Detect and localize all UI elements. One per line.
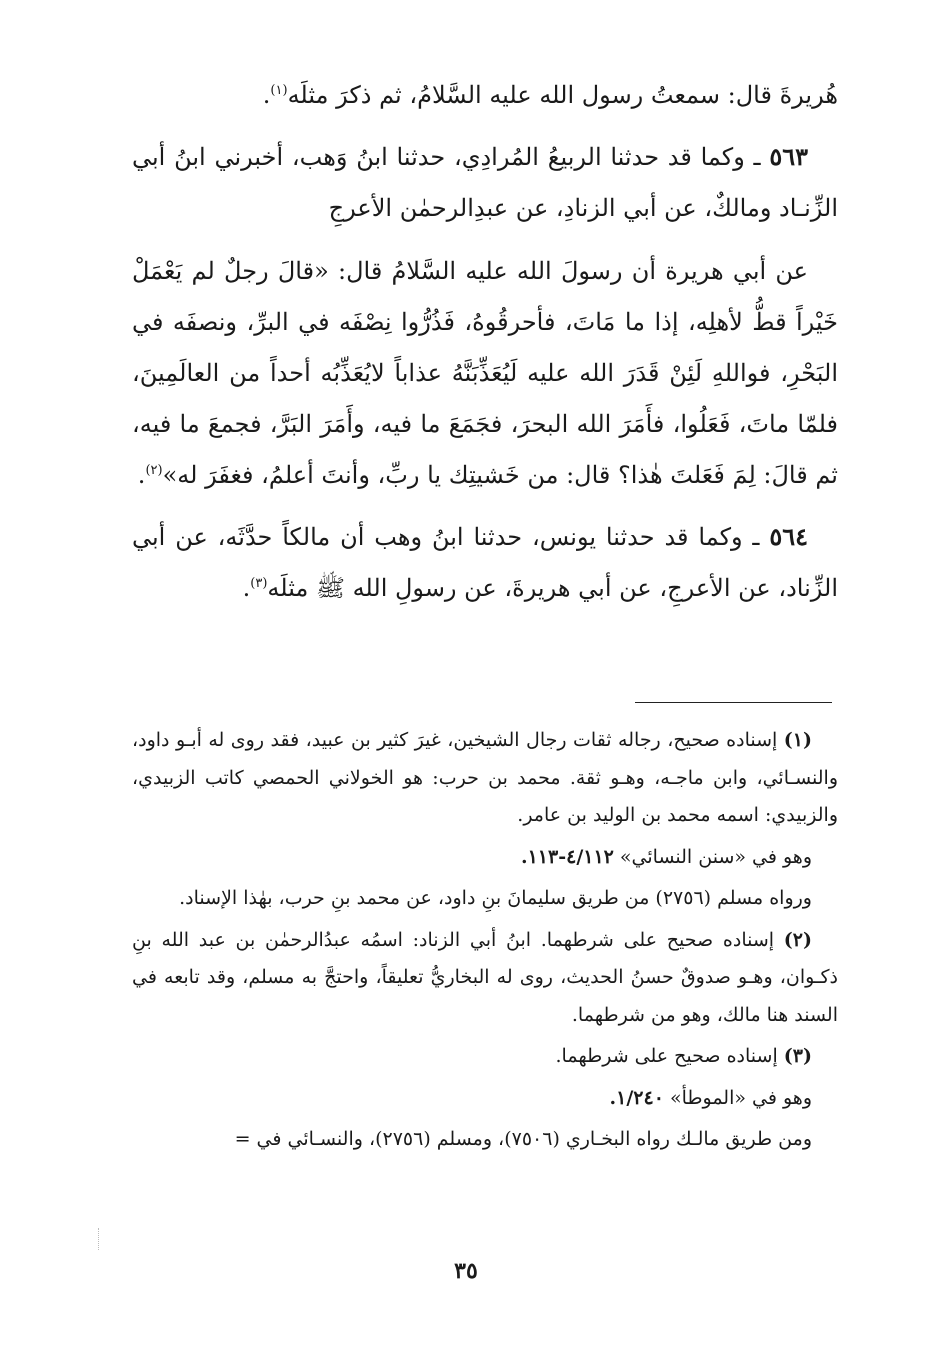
footnote-ref-3[interactable]: (٣) <box>250 576 268 591</box>
page-number: ٣٥ <box>454 1258 478 1284</box>
footnote-3-source-label: وهو في «الموطأ» <box>663 1086 812 1109</box>
footnote-3 <box>132 1038 838 1076</box>
footnote-1-number: (١) <box>783 729 812 751</box>
footnote-ref-1[interactable]: (١) <box>270 83 288 98</box>
main-text <box>132 70 838 624</box>
footnote-1-text: إسناده صحيح، رجاله ثقات رجال الشيخين، غيرَ كثير بن عبيد، فقد روى له أبـو داود، والنسـائي، وابن ماجـه، وهـو ثقة. محمد بن حرب: هو الخولاني الحمصي كاتب الزبيدي، والزبيدي: اسمه محمد بن الوليد بن عامر. <box>132 729 838 826</box>
hadith-564 <box>132 511 838 614</box>
footnote-1-source <box>132 839 838 877</box>
footnote-2-number: (٢) <box>783 928 812 951</box>
hadith-563-matn-text: عن أبي هريرة أن رسولَ الله عليه السَّلامُ قال: «قالَ رجلٌ لم يَعْمَلْ خَيْراً قطُّ لأهلِه، إذا ما مَاتَ، فأحرقُوهُ، فَذُرُّوا نِصْفَه في البرِّ، ونصفَه في البَحْرِ، فواللهِ لَئِنْ قَدَرَ الله عليه لَيُعَذِّبَنَّهُ عذاباً لايُعَذِّبُه أحداً من العالَمِينَ، فلمّا ماتَ، فَعَلُوا، فأَمَرَ الله البحرَ، فجَمَعَ ما فيه، وأَمَرَ البَرَّ، فجمعَ ما فيه، ثم قالَ: لِمَ فَعَلتَ هٰذا؟ قال: من خَشيتِك يا ربِّ، وأنتَ أعلمُ، فغفَرَ له» <box>132 257 838 489</box>
footnote-3-source-pages: ١/٢٤٠. <box>609 1086 664 1109</box>
footnote-ref-2[interactable]: (٢) <box>145 463 163 478</box>
footnote-3-number: (٣) <box>783 1045 812 1067</box>
period: . <box>242 574 251 602</box>
footnote-2 <box>132 922 838 1035</box>
continuation-text: هُريرةَ قال: سمعتُ رسول الله عليه السَّلامُ، ثم ذكرَ مثلَه <box>287 81 838 109</box>
margin-mark <box>98 1228 100 1250</box>
footnote-separator <box>635 702 832 703</box>
hadith-number-564: ٥٦٤ <box>769 522 808 551</box>
hadith-564-text: ـ وكما قد حدثنا يونس، حدثنا ابنُ وهب أن مالكاً حدَّثَه، عن أبي الزِّناد، عن الأعرجِ، عن أبي هريرةَ، عن رسولِ الله ﷺ مثلَه <box>132 523 838 602</box>
period: . <box>262 81 271 109</box>
footnote-1-muslim: ورواه مسلم (٢٧٥٦) من طريق سليمانَ بنِ داود، عن محمد بنِ حرب، بهٰذا الإسناد. <box>179 887 812 909</box>
hadith-number-563: ٥٦٣ <box>769 142 808 171</box>
footnote-1-source-pages: ٤/١١٢-١١٣. <box>520 845 614 868</box>
period: . <box>137 461 146 489</box>
footnote-3-text: إسناده صحيح على شرطهما. <box>555 1045 784 1067</box>
footnote-3-more: ومن طريق مالـك رواه البخـاري (٧٥٠٦)، ومسلم (٢٧٥٦)، والنسـائي في = <box>234 1128 812 1150</box>
paragraph-continuation <box>132 70 838 121</box>
footnote-2-text: إسناده صحيح على شرطهما. ابنُ أبي الزناد: اسمُه عبدُالرحمٰن بن عبد الله بنِ ذكـوان، وهـو صدوقٌ حسنُ الحديث، روى له البخاريُّ تعليقاً، واحتجَّ به مسلم، وقد تابعه في السند هنا مالك، وهو من شرطهما. <box>132 928 838 1026</box>
hadith-563 <box>132 131 838 234</box>
hadith-563-isnad: ـ وكما قد حدثنا الربيعُ المُرادِي، حدثنا ابنُ وَهب، أخبرني ابنُ أبي الزِّنـاد ومالكٌ، عن أبي الزنادِ، عن عبدِالرحمٰن الأعرجِ <box>132 143 838 222</box>
footnote-1-source-label: وهو في «سنن النسائي» <box>613 845 812 868</box>
footnote-3-source <box>132 1080 838 1118</box>
footnote-1 <box>132 722 838 835</box>
footnotes <box>132 722 838 1163</box>
hadith-563-matn <box>132 246 838 501</box>
